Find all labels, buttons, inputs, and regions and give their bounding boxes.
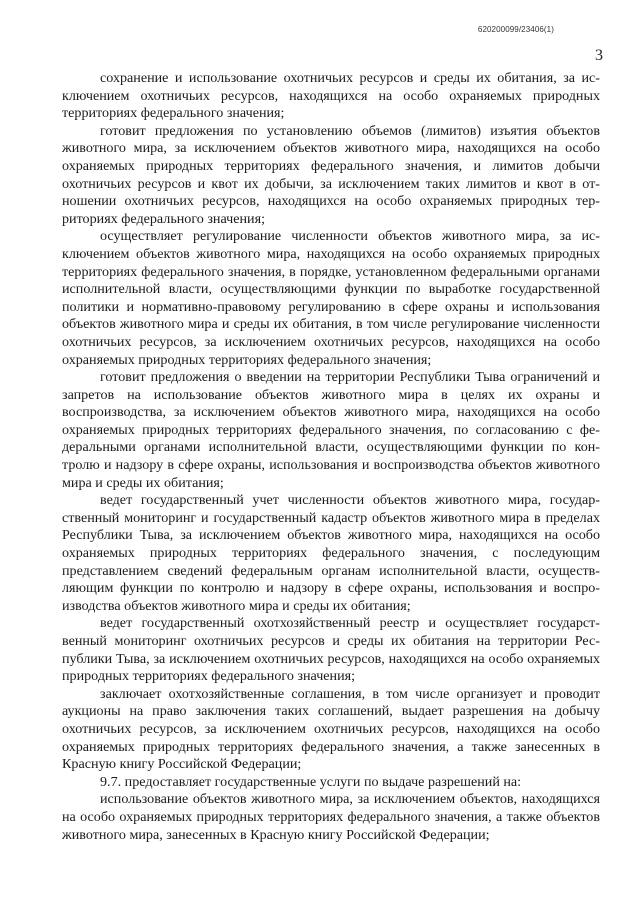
paragraph-state-accounting: ведет государственный учет численности объектов животного мира, государственный мониторинг и государственный кадастр объектов животного мира в пределах Республики Тыва, за исключением объектов животного мира, находящихся на особо охраняемых природных территориях федерального значения, с последующим представлением сведений федеральным органам исполнительной власти, осуществляющим функции по контролю и надзору в сфере охраны, использования и воспроизводства объектов животного мира и среды их обитания; (62, 492, 600, 614)
paragraph-hunting-agreements: заключает охотхозяйственные соглашения, в том числе организует и проводит аукционы на право заключения таких соглашений, выдает разрешения на добычу охотничьих ресурсов, за исключением охотничьих ресурсов, находящихся на особо охраняемых природных территориях федерального значения, а также занесенных в Красную книгу Российской Федерации; (62, 685, 600, 773)
paragraph-restrictions-proposals: готовит предложения о введении на территории Республики Тыва ограничений и запретов на использование объектов животного мира в целях их охраны и воспроизводства, за исключением объектов животного мира, находящихся на особо охраняемых природных территориях федерального значения, по согласованию с федеральными органами исполнительной власти, осуществляющими функции по контролю и надзору в сфере охраны, использования и воспроизводства объектов животного мира и среды их обитания; (62, 369, 600, 491)
paragraph-limits-proposals: готовит предложения по установлению объемов (лимитов) изъятия объектов животного мира, за исключением объектов животного мира, находящихся на особо охраняемых природных территориях федерального значения, и лимитов добычи охотничьих ресурсов и квот их добычи, за исключением таких лимитов и квот в отношении охотничьих ресурсов, находящихся на особо охраняемых природных территориях федерального значения; (62, 122, 600, 227)
document-body (62, 70, 600, 844)
paragraph-hunting-resources: сохранение и использование охотничьих ресурсов и среды их обитания, за исключением охотничьих ресурсов, находящихся на особо охраняемых природных территориях федерального значения; (62, 70, 600, 122)
paragraph-wildlife-use: использование объектов животного мира, за исключением объектов, находящихся на особо охраняемых природных территориях федерального значения, а также объектов животного мира, занесенных в Красную книгу Российской Федерации; (62, 791, 600, 843)
page-number: 3 (595, 47, 603, 64)
paragraph-population-regulation: осуществляет регулирование численности объектов животного мира, за исключением объектов животного мира, находящихся на особо охраняемых природных территориях федерального значения, в порядке, установленном федеральными органами исполнительной власти, осуществляющими функции по выработке государственной политики и нормативно-правовому регулированию в сфере охраны и использования объектов животного мира и среды их обитания, в том числе регулирование численности охотничьих ресурсов, за исключением охотничьих ресурсов, находящихся на особо охраняемых природных территориях федерального значения; (62, 228, 600, 368)
paragraph-hunting-registry: ведет государственный охотхозяйственный реестр и осуществляет государственный мониторинг охотничьих ресурсов и среды их обитания на территории Республики Тыва, за исключением охотничьих ресурсов, находящихся на особо охраняемых природных территориях федерального значения; (62, 615, 600, 685)
document-code: 620200099/23406(1) (477, 25, 554, 34)
paragraph-permits-heading: 9.7. предоставляет государственные услуги по выдаче разрешений на: (100, 773, 522, 790)
